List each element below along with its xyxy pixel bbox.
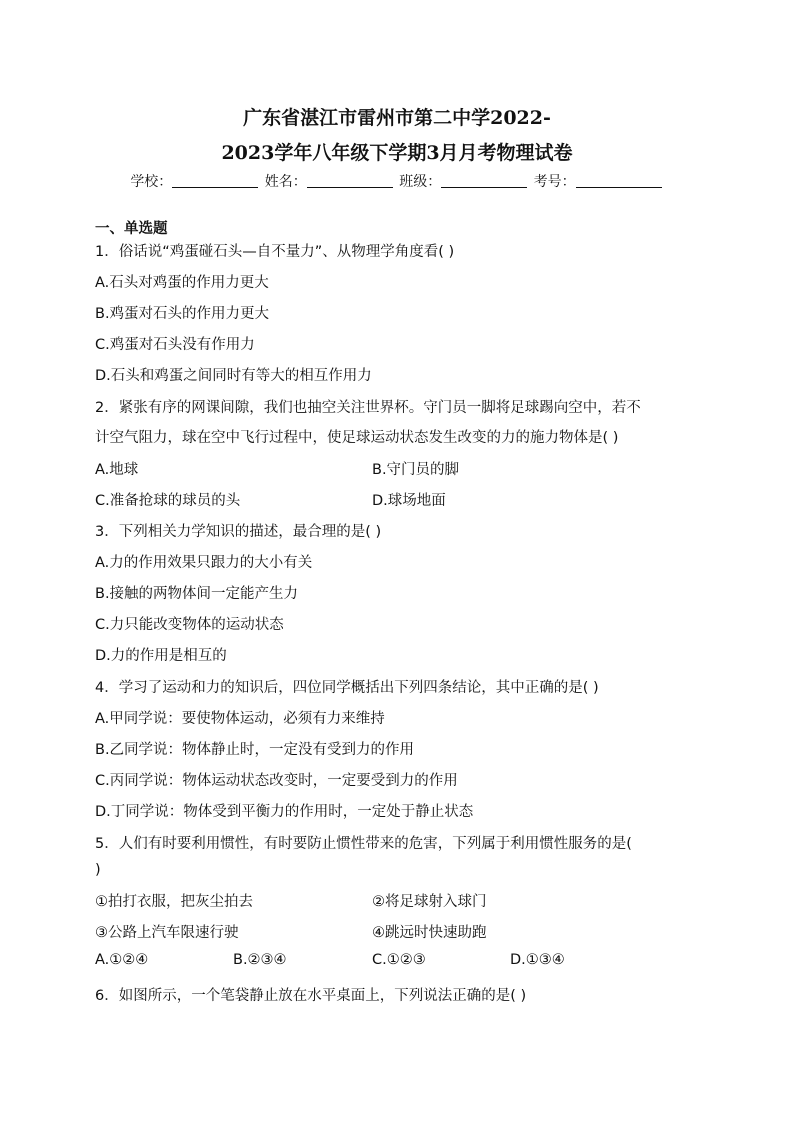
exam-title-line1: 广东省湛江市雷州市第二中学2022- [243, 107, 551, 129]
q4-option-c: C.丙同学说：物体运动状态改变时，一定要受到力的作用 [95, 773, 458, 789]
q3-option-b: B.接触的两物体间一定能产生力 [95, 586, 299, 602]
q4-option-d: D.丁同学说：物体受到平衡力的作用时，一定处于静止状态 [95, 804, 474, 820]
q3-option-c: C.力只能改变物体的运动状态 [95, 617, 284, 633]
q5-stem-line1: 5．人们有时要利用惯性，有时要防止惯性带来的危害，下列属于利用惯性服务的是( [95, 836, 632, 852]
exam-title-line2: 2023学年八年级下学期3月月考物理试卷 [221, 142, 573, 164]
q1-option-b: B.鸡蛋对石头的作用力更大 [95, 306, 270, 322]
q5-option-a: A.①②④ [95, 952, 149, 968]
q2-stem-line2: 计空气阻力，球在空中飞行过程中，使足球运动状态发生改变的力的施力物体是( ) [95, 430, 619, 446]
number-label: 考号： [533, 174, 576, 190]
number-blank[interactable] [576, 173, 662, 188]
q2-option-d: D.球场地面 [372, 493, 446, 509]
q5-item-3: ③公路上汽车限速行驶 [95, 925, 239, 941]
q5-stem-line2: ) [95, 862, 101, 878]
q5-option-d: D.①③④ [510, 952, 565, 968]
q1-stem: 1．俗话说“鸡蛋碰石头—自不量力”、从物理学角度看( ) [95, 244, 455, 260]
q2-option-c: C.准备抢球的球员的头 [95, 493, 241, 509]
class-label: 班级： [399, 174, 442, 190]
q4-option-a: A.甲同学说：要使物体运动，必须有力来维持 [95, 711, 385, 727]
q1-option-a: A.石头对鸡蛋的作用力更大 [95, 275, 269, 291]
q2-option-b: B.守门员的脚 [372, 462, 460, 478]
q5-option-c: C.①②③ [372, 952, 426, 968]
q5-option-b: B.②③④ [233, 952, 287, 968]
q4-stem: 4．学习了运动和力的知识后，四位同学概括出下列四条结论，其中正确的是( ) [95, 680, 599, 696]
q6-stem: 6．如图所示，一个笔袋静止放在水平桌面上，下列说法正确的是( ) [95, 988, 527, 1004]
q4-option-b: B.乙同学说：物体静止时，一定没有受到力的作用 [95, 742, 415, 758]
q3-option-d: D.力的作用是相互的 [95, 648, 227, 664]
q3-stem: 3．下列相关力学知识的描述，最合理的是( ) [95, 524, 382, 540]
name-blank[interactable] [307, 173, 393, 188]
q3-option-a: A.力的作用效果只跟力的大小有关 [95, 555, 313, 571]
school-label: 学校： [130, 174, 173, 190]
q1-option-d: D.石头和鸡蛋之间同时有等大的相互作用力 [95, 368, 372, 384]
student-info-row [0, 171, 794, 191]
q2-stem-line1: 2．紧张有序的网课间隙，我们也抽空关注世界杯。守门员一脚将足球踢向空中，若不 [95, 400, 641, 416]
school-blank[interactable] [172, 173, 258, 188]
q2-option-a: A.地球 [95, 462, 139, 478]
q1-option-c: C.鸡蛋对石头没有作用力 [95, 337, 255, 353]
q5-item-2: ②将足球射入球门 [372, 894, 487, 910]
class-blank[interactable] [441, 173, 527, 188]
section-heading: 一、单选题 [95, 221, 168, 237]
q5-item-4: ④跳远时快速助跑 [372, 925, 487, 941]
name-label: 姓名： [264, 174, 307, 190]
q5-item-1: ①拍打衣服，把灰尘拍去 [95, 894, 253, 910]
